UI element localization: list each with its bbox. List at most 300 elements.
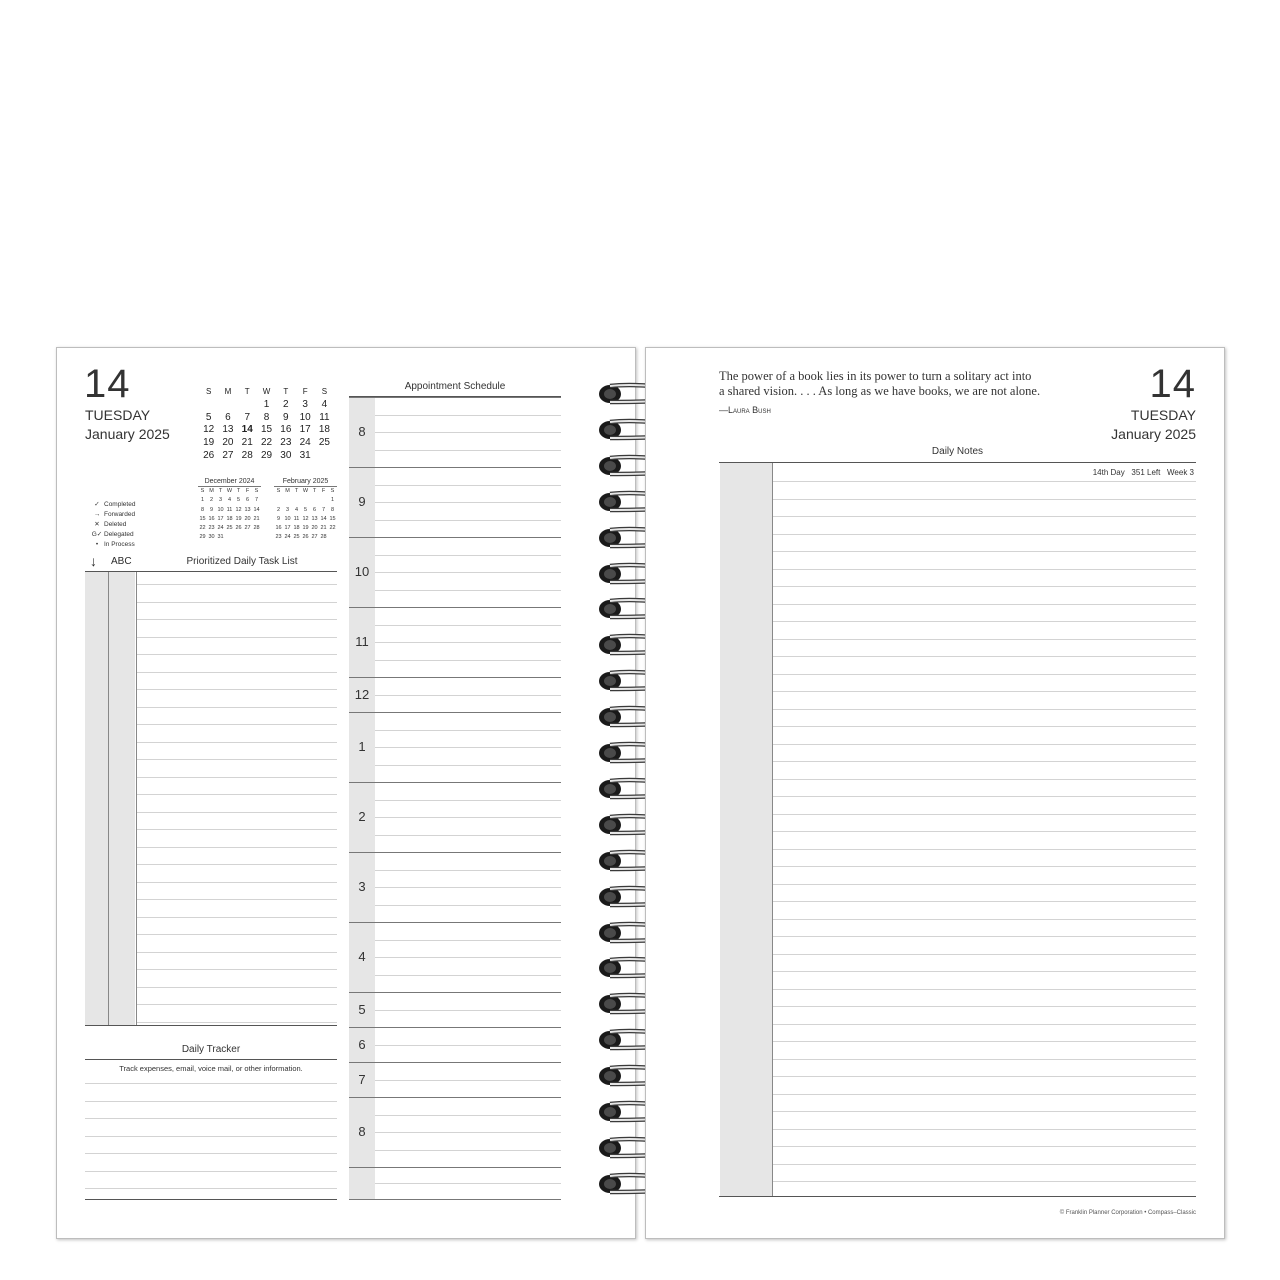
calendar-day (238, 399, 257, 412)
appointment-line[interactable] (375, 1150, 561, 1151)
calendar-day: 1 (200, 497, 205, 504)
calendar-day: 9 (209, 506, 214, 513)
weekday-header: F (321, 488, 326, 494)
calendar-day: 21 (253, 515, 260, 522)
calendar-day[interactable]: 15 (260, 424, 273, 436)
tracker-line[interactable] (85, 1118, 337, 1119)
calendar-day: 8 (200, 506, 205, 513)
calendar-day[interactable]: 31 (299, 449, 311, 461)
abc-priority-label: ABC (111, 556, 132, 567)
calendar-today[interactable]: 14 (241, 424, 253, 436)
calendar-day (319, 496, 328, 505)
notes-line[interactable] (773, 989, 1196, 990)
calendar-day: 12 (302, 515, 309, 522)
weekday-header: S (205, 387, 212, 396)
calendar-day: 15 (329, 515, 336, 522)
calendar-day[interactable]: 6 (225, 411, 231, 423)
task-line[interactable] (137, 654, 337, 655)
notes-line[interactable] (773, 779, 1196, 780)
task-line[interactable] (137, 1022, 337, 1023)
appointment-line[interactable] (375, 730, 561, 731)
tracker-line[interactable] (85, 1101, 337, 1102)
appointment-line[interactable] (375, 835, 561, 836)
calendar-day: 30 (208, 534, 215, 541)
calendar-day: 25 (226, 525, 233, 532)
weekday-header: S (276, 488, 281, 494)
calendar-day: 16 (208, 515, 215, 522)
calendar-day (225, 533, 234, 542)
task-line[interactable] (137, 584, 337, 585)
legend-item (90, 520, 135, 530)
task-line[interactable] (137, 812, 337, 813)
notes-line[interactable] (773, 1164, 1196, 1165)
appointment-line[interactable] (375, 502, 561, 503)
appointment-line[interactable] (375, 572, 561, 573)
notes-margin-column (720, 463, 773, 1196)
calendar-day (292, 496, 301, 505)
notes-line[interactable] (773, 726, 1196, 727)
appointment-line[interactable] (375, 870, 561, 871)
weekday-header: T (244, 387, 250, 396)
hour-label: 3 (358, 879, 366, 894)
notes-line[interactable] (773, 1024, 1196, 1025)
appointment-line[interactable] (375, 642, 561, 643)
calendar-day: 13 (244, 506, 251, 513)
calendar-day: 14 (320, 515, 327, 522)
task-line[interactable] (137, 969, 337, 970)
calendar-day[interactable]: 2 (283, 398, 289, 410)
legend-symbol-icon: ✕ (94, 520, 100, 528)
quote-author: —Laura Bush (719, 405, 771, 415)
notes-line[interactable] (773, 569, 1196, 570)
legend-label: Deleted (104, 520, 127, 528)
calendar-day[interactable]: 9 (283, 411, 289, 423)
previous-month-title: December 2024 (204, 478, 255, 485)
task-line[interactable] (137, 952, 337, 953)
calendar-day: 7 (321, 506, 326, 513)
hour-label: 12 (354, 686, 370, 702)
calendar-day[interactable]: 17 (299, 424, 311, 436)
next-month-calendar (274, 478, 337, 543)
appointment-line[interactable] (375, 940, 561, 941)
weekday-header: W (302, 488, 309, 494)
calendar-day: 29 (199, 534, 206, 541)
task-line[interactable] (137, 777, 337, 778)
appointment-line[interactable] (375, 415, 561, 416)
appointment-line[interactable] (375, 957, 561, 958)
calendar-day: 18 (226, 515, 233, 522)
notes-line[interactable] (773, 1041, 1196, 1042)
calendar-day: 6 (245, 497, 250, 504)
calendar-day: 15 (199, 515, 206, 522)
appointment-bottom-rule (349, 1199, 561, 1200)
weekday-header: S (330, 488, 335, 494)
calendar-day: 3 (218, 497, 223, 504)
hour-block-rule (349, 607, 561, 608)
calendar-day: 4 (294, 506, 299, 513)
calendar-day[interactable]: 10 (299, 411, 311, 423)
calendar-day: 12 (235, 506, 242, 513)
calendar-day: 3 (285, 506, 290, 513)
calendar-day[interactable]: 27 (222, 449, 234, 461)
task-column-divider (108, 572, 109, 1025)
task-line[interactable] (137, 987, 337, 988)
task-line[interactable] (137, 602, 337, 603)
appointment-line[interactable] (375, 625, 561, 626)
notes-line[interactable] (773, 866, 1196, 867)
appointment-line[interactable] (375, 590, 561, 591)
legend-item (90, 530, 135, 540)
weekday-label: TUESDAY (1130, 407, 1196, 423)
calendar-day[interactable]: 20 (222, 437, 234, 449)
left-planner-page (56, 347, 636, 1239)
notes-line[interactable] (773, 516, 1196, 517)
appointment-line[interactable] (375, 817, 561, 818)
legend-symbol-icon: ✓ (94, 501, 100, 508)
legend-item (90, 500, 135, 510)
notes-line[interactable] (773, 971, 1196, 972)
tracker-header-rule (85, 1059, 337, 1060)
calendar-day[interactable]: 1 (263, 398, 270, 410)
hour-block-rule (349, 712, 561, 713)
calendar-day: 27 (311, 534, 318, 541)
weekday-header: W (226, 488, 233, 494)
weekday-header: M (224, 387, 232, 396)
calendar-day[interactable]: 13 (222, 424, 234, 436)
day-number: 14 (1149, 362, 1196, 406)
weekday-header: T (218, 488, 223, 494)
notes-line[interactable] (773, 796, 1196, 797)
calendar-day (243, 533, 252, 542)
right-planner-page (645, 347, 1225, 1239)
calendar-day (274, 496, 283, 505)
weekday-header: T (283, 387, 289, 396)
calendar-day: 9 (276, 515, 281, 522)
calendar-day: 22 (329, 525, 336, 532)
weekday-header: T (312, 488, 317, 494)
calendar-day[interactable]: 16 (280, 424, 292, 436)
appointment-line[interactable] (375, 905, 561, 906)
month-calendar (199, 386, 334, 463)
notes-line[interactable] (773, 656, 1196, 657)
appointment-line[interactable] (375, 695, 561, 696)
calendar-day: 24 (284, 534, 291, 541)
notes-line[interactable] (773, 499, 1196, 500)
notes-line[interactable] (773, 901, 1196, 902)
quote-line-2: a shared vision. . . . As long as we have books, we are not alone. (719, 384, 1041, 398)
calendar-day[interactable]: 12 (203, 424, 215, 436)
notes-line[interactable] (773, 709, 1196, 710)
weekday-header: W (262, 387, 271, 396)
weekday-header: S (321, 387, 328, 396)
calendar-day: 11 (293, 515, 300, 522)
task-line[interactable] (137, 864, 337, 865)
notes-line[interactable] (773, 814, 1196, 815)
task-line[interactable] (137, 724, 337, 725)
hour-label: 8 (358, 424, 366, 439)
calendar-day (283, 496, 292, 505)
notes-line[interactable] (773, 1059, 1196, 1060)
hour-block-rule (349, 677, 561, 678)
legend-item (90, 510, 135, 520)
notes-line[interactable] (773, 534, 1196, 535)
calendar-day[interactable]: 23 (280, 437, 292, 449)
calendar-day[interactable]: 29 (260, 449, 273, 461)
task-line[interactable] (137, 689, 337, 690)
calendar-day: 5 (303, 506, 308, 513)
hour-label: 10 (354, 564, 370, 579)
appointment-line[interactable] (375, 975, 561, 976)
calendar-day: 20 (244, 515, 251, 522)
legend-label: In Process (104, 540, 135, 548)
tracker-bottom-rule (85, 1199, 337, 1200)
task-line[interactable] (137, 619, 337, 620)
notes-line[interactable] (773, 1146, 1196, 1147)
appointment-line[interactable] (375, 887, 561, 888)
weekday-header: S (200, 488, 205, 494)
weekday-header: M (209, 488, 214, 494)
weekday-header: T (236, 488, 241, 494)
calendar-day (310, 496, 319, 505)
calendar-day: 16 (275, 525, 282, 532)
calendar-day: 2 (276, 506, 281, 513)
hour-block-rule (349, 397, 561, 398)
calendar-day: 19 (235, 515, 242, 522)
task-line[interactable] (137, 637, 337, 638)
hour-block-rule (349, 852, 561, 853)
weekday-header: F (245, 488, 250, 494)
appointment-line[interactable] (375, 660, 561, 661)
task-line[interactable] (137, 847, 337, 848)
calendar-day[interactable]: 26 (203, 449, 215, 461)
notes-header-rule (719, 462, 1196, 463)
weekday-header: M (285, 488, 290, 494)
calendar-day (301, 496, 310, 505)
calendar-day[interactable]: 7 (244, 411, 251, 423)
calendar-day: 6 (312, 506, 317, 513)
appointment-line[interactable] (375, 485, 561, 486)
task-line[interactable] (137, 794, 337, 795)
hour-block-rule (349, 537, 561, 538)
calendar-day: 27 (244, 525, 251, 532)
day-of-year: 14th Day (1092, 468, 1125, 477)
notes-line[interactable] (773, 761, 1196, 762)
daily-tracker-title: Daily Tracker (181, 1044, 241, 1055)
calendar-day[interactable]: 19 (203, 437, 215, 449)
calendar-day: 10 (284, 515, 291, 522)
calendar-day: 22 (199, 525, 206, 532)
weekday-label: TUESDAY (85, 407, 151, 423)
hour-label: 7 (358, 1071, 366, 1087)
notes-line[interactable] (773, 621, 1196, 622)
notes-line[interactable] (773, 481, 1196, 482)
notes-line[interactable] (773, 551, 1196, 552)
notes-line[interactable] (773, 674, 1196, 675)
appointment-line[interactable] (375, 1115, 561, 1116)
appointment-line[interactable] (375, 1080, 561, 1081)
quote-line-1: The power of a book lies in its power to turn a solitary act into (719, 369, 1032, 383)
hour-block-rule (349, 922, 561, 923)
task-line[interactable] (137, 1004, 337, 1005)
calendar-day[interactable]: 25 (318, 437, 330, 449)
appointment-line[interactable] (375, 1183, 561, 1184)
day-number: 14 (84, 362, 131, 406)
calendar-day[interactable]: 3 (302, 398, 308, 410)
legend-label: Completed (104, 501, 136, 508)
legend-symbol-icon: G✓ (91, 530, 103, 538)
hour-label: 11 (355, 634, 369, 649)
hour-label: 5 (358, 1001, 366, 1017)
calendar-day: 17 (217, 515, 224, 522)
calendar-day: 25 (293, 534, 300, 541)
notes-bottom-rule (719, 1196, 1196, 1197)
appointment-line[interactable] (375, 1132, 561, 1133)
tracker-line[interactable] (85, 1171, 337, 1172)
daily-notes-title: Daily Notes (931, 446, 984, 457)
notes-line[interactable] (773, 744, 1196, 745)
appointment-line[interactable] (375, 1010, 561, 1011)
calendar-day: 18 (293, 525, 300, 532)
hour-block-rule (349, 1027, 561, 1028)
hour-block-rule (349, 1062, 561, 1063)
notes-line[interactable] (773, 1181, 1196, 1182)
task-line[interactable] (137, 829, 337, 830)
task-line[interactable] (137, 672, 337, 673)
appointment-schedule-title: Appointment Schedule (404, 381, 506, 392)
task-status-legend (90, 500, 135, 550)
weekday-header: S (254, 488, 259, 494)
appointment-line[interactable] (375, 747, 561, 748)
calendar-day: 23 (275, 534, 282, 541)
calendar-day: 24 (217, 525, 224, 532)
weekday-header: F (302, 387, 308, 396)
task-line[interactable] (137, 882, 337, 883)
notes-line[interactable] (773, 586, 1196, 587)
calendar-day[interactable]: 28 (241, 449, 253, 461)
calendar-day[interactable]: 4 (321, 398, 328, 410)
calendar-day (328, 533, 337, 542)
legend-label: Delegated (104, 530, 134, 538)
notes-line[interactable] (773, 1076, 1196, 1077)
notes-line[interactable] (773, 919, 1196, 920)
notes-line[interactable] (773, 639, 1196, 640)
next-month-title: February 2025 (282, 478, 329, 485)
calendar-day[interactable]: 30 (280, 449, 292, 461)
notes-line[interactable] (773, 936, 1196, 937)
notes-line[interactable] (773, 954, 1196, 955)
day-count-info (1093, 468, 1194, 477)
notes-line[interactable] (773, 1094, 1196, 1095)
weekday-header: T (294, 488, 299, 494)
calendar-day: 11 (226, 506, 233, 513)
task-line[interactable] (137, 917, 337, 918)
previous-month-calendar (198, 478, 261, 543)
tracker-line[interactable] (85, 1188, 337, 1189)
sort-arrow-icon: ↓ (90, 553, 97, 569)
calendar-day[interactable]: 8 (263, 411, 270, 423)
task-line[interactable] (137, 742, 337, 743)
days-left: 351 Left (1131, 468, 1161, 477)
calendar-day: 13 (311, 515, 318, 522)
task-line[interactable] (137, 759, 337, 760)
task-line[interactable] (137, 707, 337, 708)
calendar-day[interactable]: 5 (205, 411, 212, 423)
calendar-day: 14 (253, 506, 260, 513)
legend-label: Forwarded (104, 510, 136, 518)
appointment-line[interactable] (375, 765, 561, 766)
legend-symbol-icon: • (95, 540, 99, 548)
calendar-day: 19 (302, 525, 309, 532)
appointment-line[interactable] (375, 555, 561, 556)
task-list-bottom-rule (85, 1025, 337, 1026)
calendar-day: 17 (284, 525, 291, 532)
appointment-line[interactable] (375, 450, 561, 451)
tracker-line[interactable] (85, 1153, 337, 1154)
notes-line[interactable] (773, 691, 1196, 692)
calendar-day[interactable]: 22 (260, 437, 273, 449)
daily-tracker-subtitle: Track expenses, email, voice mail, or other information. (119, 1064, 303, 1073)
tracker-line[interactable] (85, 1136, 337, 1137)
calendar-day (234, 533, 243, 542)
hour-label: 8 (358, 1124, 366, 1139)
notes-line[interactable] (773, 884, 1196, 885)
notes-line[interactable] (773, 604, 1196, 605)
calendar-day: 26 (302, 534, 309, 541)
notes-line[interactable] (773, 831, 1196, 832)
calendar-day[interactable]: 21 (241, 437, 253, 449)
calendar-day: 28 (320, 534, 327, 541)
daily-quote (719, 369, 1099, 399)
notes-line[interactable] (773, 1006, 1196, 1007)
task-line[interactable] (137, 899, 337, 900)
calendar-day (252, 533, 261, 542)
notes-line[interactable] (773, 849, 1196, 850)
hour-block-rule (349, 782, 561, 783)
appointment-line[interactable] (375, 800, 561, 801)
calendar-day[interactable]: 18 (318, 424, 330, 436)
calendar-day[interactable]: 24 (299, 437, 311, 449)
hour-label: 9 (358, 494, 366, 509)
hour-block-rule (349, 467, 561, 468)
calendar-day: 4 (227, 497, 232, 504)
notes-line[interactable] (773, 1111, 1196, 1112)
appointment-line[interactable] (375, 432, 561, 433)
notes-line[interactable] (773, 1129, 1196, 1130)
appointment-line[interactable] (375, 1045, 561, 1046)
hour-label: 6 (358, 1036, 366, 1052)
task-line[interactable] (137, 934, 337, 935)
hour-label: 4 (358, 949, 366, 964)
calendar-day[interactable]: 11 (319, 411, 330, 423)
hour-block-rule (349, 992, 561, 993)
hour-block-rule (349, 1167, 561, 1168)
tracker-line[interactable] (85, 1083, 337, 1084)
month-year-label: January 2025 (1111, 426, 1196, 442)
legend-item (90, 540, 135, 550)
copyright-text: © Franklin Planner Corporation • Compass–Classic (1059, 1210, 1196, 1216)
calendar-day: 5 (236, 497, 241, 504)
calendar-day: 31 (217, 534, 224, 541)
month-year-label: January 2025 (85, 426, 170, 442)
calendar-day: 10 (217, 506, 224, 513)
calendar-day: 7 (254, 497, 259, 504)
calendar-day: 1 (330, 497, 335, 504)
appointment-line[interactable] (375, 520, 561, 521)
week-number: Week 3 (1167, 468, 1194, 477)
notes-margin-divider (772, 463, 773, 1196)
calendar-day: 2 (209, 497, 214, 504)
calendar-day (315, 450, 334, 463)
